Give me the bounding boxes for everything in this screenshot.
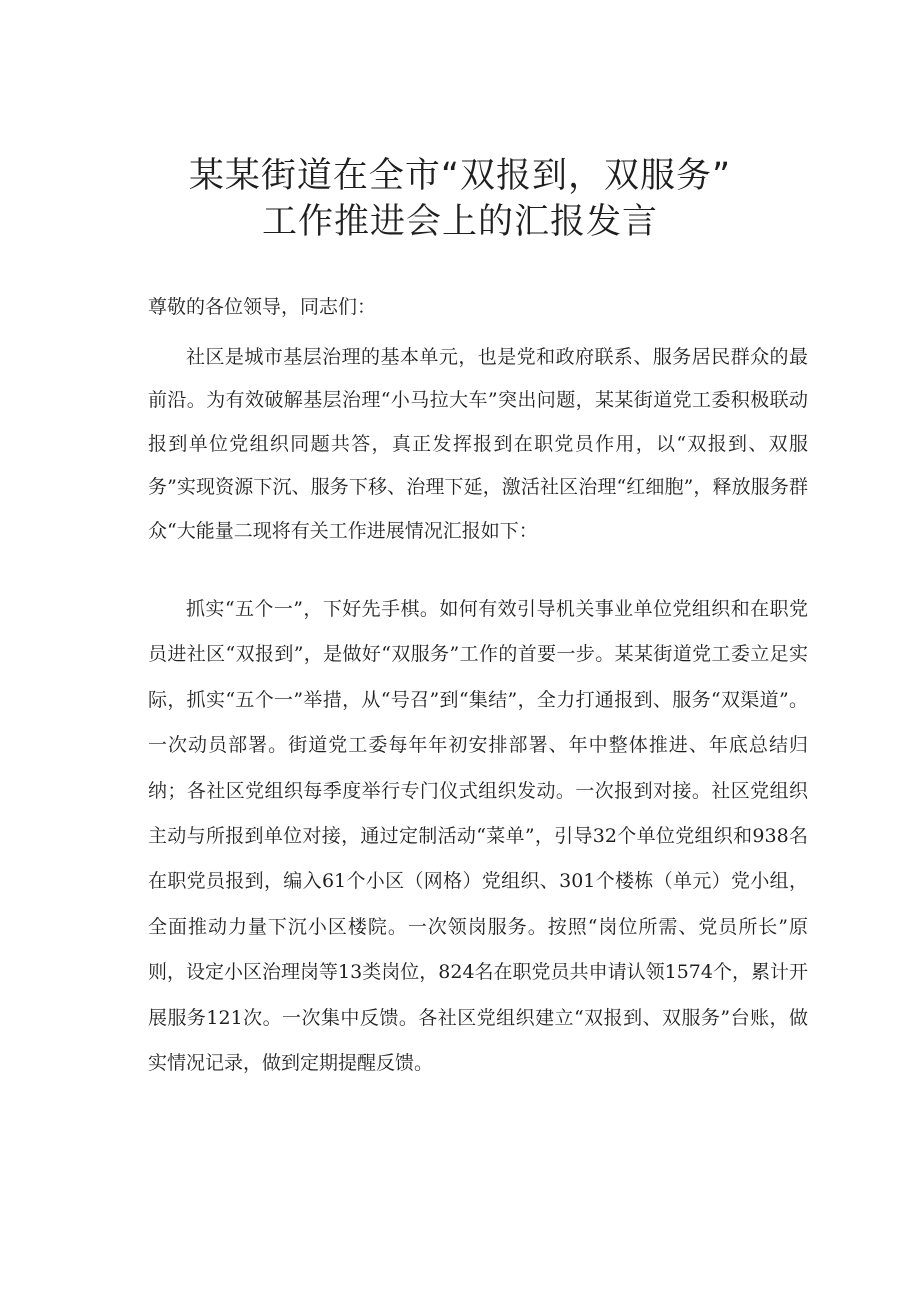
paragraph-1: [148, 336, 808, 553]
salutation: 尊敬的各位领导，同志们：: [148, 296, 377, 318]
paragraph-2: [148, 587, 808, 1086]
paragraph-1-text: 社区是城市基层治理的基本单元，也是党和政府联系、服务居民群众的最前沿。为有效破解基层治理“小马拉大车”突出问题，某某街道党工委积极联动报到单位党组织同题共答，真正发挥报到在职党员作用，以“双报到、双服务”实现资源下沉、服务下移、治理下延，激活社区治理“红细胞”，释放服务群众“大能量二现将有关工作进展情况汇报如下：: [148, 346, 808, 542]
document-title-line-2: 工作推进会上的汇报发言: [261, 202, 658, 242]
document-title-line-1: 某某街道在全市“双报到，双服务”: [188, 156, 732, 196]
paragraph-2-text: 抓实“五个一”，下好先手棋。如何有效引导机关事业单位党组织和在职党员进社区“双报到”，是做好“双服务”工作的首要一步。某某街道党工委立足实际，抓实“五个一”举措，从“号召”到“集结”，全力打通报到、服务“双渠道”。一次动员部署。街道党工委每年年初安排部署、年中整体推进、年底总结归纳；各社区党组织每季度举行专门仪式组织发动。一次报到对接。社区党组织主动与所报到单位对接，通过定制活动“菜单”，引导32个单位党组织和938名在职党员报到，编入61个小区（网格）党组织、301个楼栋（单元）党小组，全面推动力量下沉小区楼院。一次领岗服务。按照“岗位所需、党员所长”原则，设定小区治理岗等13类岗位，824名在职党员共申请认领1574个，累计开展服务121次。一次集中反馈。各社区党组织建立“双报到、双服务”台账，做实情况记录，做到定期提醒反馈。: [148, 598, 808, 1075]
